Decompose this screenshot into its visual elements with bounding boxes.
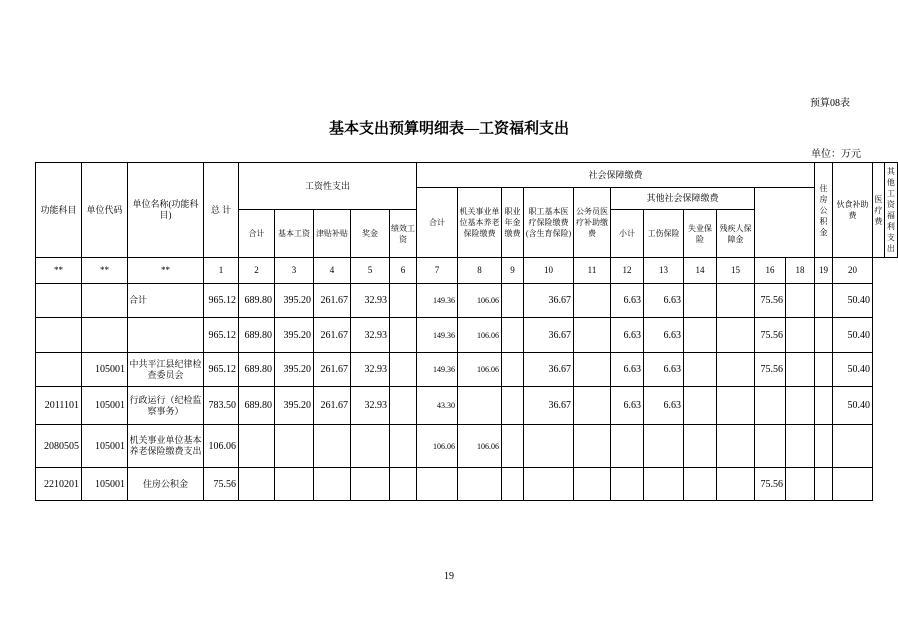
header-social-subtotal: 合计 xyxy=(417,188,458,258)
index-cell: 1 xyxy=(204,258,239,284)
cell-disabled xyxy=(717,318,755,353)
cell-injury xyxy=(644,425,684,468)
cell-disabled xyxy=(717,468,755,501)
cell-annuity xyxy=(502,284,524,318)
header-medical-fee: 医疗费 xyxy=(873,163,885,258)
cell-func: 2080505 xyxy=(36,425,82,468)
cell-unemployment xyxy=(684,387,717,425)
cell-meal xyxy=(786,425,815,468)
cell-medical-fee xyxy=(815,318,833,353)
cell-medical-fee xyxy=(815,353,833,387)
header-housing-fund: 住房公积金 xyxy=(815,163,833,258)
cell-code: 105001 xyxy=(82,387,128,425)
header-bonus: 奖金 xyxy=(351,210,390,258)
cell-pension: 106.06 xyxy=(458,284,502,318)
cell-total: 965.12 xyxy=(204,318,239,353)
cell-allowance xyxy=(314,425,351,468)
cell-unemployment xyxy=(684,468,717,501)
cell-performance xyxy=(390,318,417,353)
cell-unemployment xyxy=(684,353,717,387)
cell-injury: 6.63 xyxy=(644,353,684,387)
cell-name: 合计 xyxy=(128,284,204,318)
cell-func xyxy=(36,284,82,318)
cell-social-subtotal: 149.36 xyxy=(417,284,458,318)
index-row xyxy=(36,258,898,284)
cell-other-subtotal: 6.63 xyxy=(611,284,644,318)
cell-disabled xyxy=(717,353,755,387)
cell-allowance: 261.67 xyxy=(314,284,351,318)
header-basic-wage: 基本工资 xyxy=(275,210,314,258)
cell-other-subtotal xyxy=(611,425,644,468)
cell-annuity xyxy=(502,387,524,425)
header-pension: 机关事业单位基本养老保险缴费 xyxy=(458,188,502,258)
cell-civil-medical xyxy=(574,353,611,387)
index-cell: 18 xyxy=(786,258,815,284)
cell-injury: 6.63 xyxy=(644,318,684,353)
cell-disabled xyxy=(717,284,755,318)
cell-total: 965.12 xyxy=(204,284,239,318)
cell-performance xyxy=(390,387,417,425)
cell-basic-wage xyxy=(275,468,314,501)
table-row xyxy=(36,468,898,501)
unit-label: 单位：万元 xyxy=(811,149,861,160)
cell-social-subtotal: 149.36 xyxy=(417,353,458,387)
cell-unemployment xyxy=(684,425,717,468)
cell-social-subtotal: 106.06 xyxy=(417,425,458,468)
cell-performance xyxy=(390,468,417,501)
cell-other-welfare: 50.40 xyxy=(833,284,873,318)
cell-performance xyxy=(390,284,417,318)
cell-medical-fee xyxy=(815,425,833,468)
header-social-group: 社会保障缴费 xyxy=(417,163,815,188)
cell-allowance: 261.67 xyxy=(314,353,351,387)
cell-total: 106.06 xyxy=(204,425,239,468)
cell-basic-wage: 395.20 xyxy=(275,387,314,425)
cell-civil-medical xyxy=(574,425,611,468)
cell-other-welfare: 50.40 xyxy=(833,353,873,387)
cell-code xyxy=(82,284,128,318)
cell-wage-subtotal: 689.80 xyxy=(239,353,275,387)
cell-annuity xyxy=(502,318,524,353)
cell-meal xyxy=(786,387,815,425)
cell-other-subtotal: 6.63 xyxy=(611,318,644,353)
cell-func xyxy=(36,318,82,353)
cell-injury: 6.63 xyxy=(644,387,684,425)
header-wage-subtotal: 合计 xyxy=(239,210,275,258)
header-other-social-group: 其他社会保障缴费 xyxy=(611,188,755,210)
cell-civil-medical xyxy=(574,387,611,425)
index-cell: 13 xyxy=(644,258,684,284)
cell-code: 105001 xyxy=(82,425,128,468)
cell-housing-fund: 75.56 xyxy=(755,318,786,353)
cell-social-subtotal xyxy=(417,468,458,501)
cell-wage-subtotal: 689.80 xyxy=(239,318,275,353)
cell-other-welfare: 50.40 xyxy=(833,318,873,353)
cell-total: 75.56 xyxy=(204,468,239,501)
cell-name: 住房公积金 xyxy=(128,468,204,501)
cell-other-welfare xyxy=(833,468,873,501)
cell-allowance: 261.67 xyxy=(314,318,351,353)
cell-bonus xyxy=(351,425,390,468)
cell-injury xyxy=(644,468,684,501)
page-number: 19 xyxy=(444,571,454,582)
index-cell: 7 xyxy=(417,258,458,284)
index-cell: 10 xyxy=(524,258,574,284)
index-cell: 11 xyxy=(574,258,611,284)
cell-other-subtotal: 6.63 xyxy=(611,387,644,425)
cell-disabled xyxy=(717,425,755,468)
cell-civil-medical xyxy=(574,284,611,318)
cell-basic-wage xyxy=(275,425,314,468)
cell-name xyxy=(128,318,204,353)
cell-wage-subtotal xyxy=(239,425,275,468)
cell-meal xyxy=(786,353,815,387)
cell-medical xyxy=(524,468,574,501)
cell-func: 2210201 xyxy=(36,468,82,501)
cell-basic-wage: 395.20 xyxy=(275,318,314,353)
cell-other-subtotal xyxy=(611,468,644,501)
cell-medical-fee xyxy=(815,468,833,501)
cell-housing-fund xyxy=(755,387,786,425)
cell-bonus: 32.93 xyxy=(351,387,390,425)
cell-bonus: 32.93 xyxy=(351,353,390,387)
cell-code: 105001 xyxy=(82,353,128,387)
cell-meal xyxy=(786,468,815,501)
index-cell: 6 xyxy=(390,258,417,284)
header-allowance: 津贴补贴 xyxy=(314,210,351,258)
header-disabled: 残疾人保障金 xyxy=(717,210,755,258)
header-civil-medical: 公务员医疗补助缴费 xyxy=(574,188,611,258)
cell-housing-fund: 75.56 xyxy=(755,468,786,501)
cell-name: 中共平江县纪律检查委员会 xyxy=(128,353,204,387)
index-cell: 14 xyxy=(684,258,717,284)
cell-unemployment xyxy=(684,318,717,353)
index-cell: 4 xyxy=(314,258,351,284)
index-cell: 8 xyxy=(458,258,502,284)
index-cell: 19 xyxy=(815,258,833,284)
cell-code xyxy=(82,318,128,353)
cell-total: 965.12 xyxy=(204,353,239,387)
cell-other-welfare xyxy=(833,425,873,468)
cell-disabled xyxy=(717,387,755,425)
cell-annuity xyxy=(502,353,524,387)
cell-pension: 106.06 xyxy=(458,318,502,353)
cell-housing-fund: 75.56 xyxy=(755,353,786,387)
cell-pension: 106.06 xyxy=(458,425,502,468)
header-other-subtotal: 小计 xyxy=(611,210,644,258)
cell-meal xyxy=(786,318,815,353)
header-other-welfare: 其他工资福利支出 xyxy=(884,163,897,258)
cell-wage-subtotal: 689.80 xyxy=(239,284,275,318)
cell-name: 机关事业单位基本养老保险缴费支出 xyxy=(128,425,204,468)
cell-injury: 6.63 xyxy=(644,284,684,318)
cell-medical-fee xyxy=(815,387,833,425)
table-row xyxy=(36,387,898,425)
header-performance: 绩效工资 xyxy=(390,210,417,258)
cell-meal xyxy=(786,284,815,318)
cell-performance xyxy=(390,353,417,387)
cell-wage-subtotal xyxy=(239,468,275,501)
header-wage-group: 工资性支出 xyxy=(239,163,417,210)
header-unemployment: 失业保险 xyxy=(684,210,717,258)
cell-other-welfare: 50.40 xyxy=(833,387,873,425)
budget-table xyxy=(35,162,898,501)
index-cell: 15 xyxy=(717,258,755,284)
form-number: 预算08表 xyxy=(810,98,850,109)
cell-housing-fund xyxy=(755,425,786,468)
cell-bonus: 32.93 xyxy=(351,284,390,318)
cell-medical-fee xyxy=(815,284,833,318)
cell-func: 2011101 xyxy=(36,387,82,425)
cell-civil-medical xyxy=(574,318,611,353)
cell-allowance xyxy=(314,468,351,501)
cell-social-subtotal: 149.36 xyxy=(417,318,458,353)
header-unit-code: 单位代码 xyxy=(82,163,128,258)
cell-bonus xyxy=(351,468,390,501)
cell-civil-medical xyxy=(574,468,611,501)
index-cell: 12 xyxy=(611,258,644,284)
cell-medical xyxy=(524,425,574,468)
table-row xyxy=(36,284,898,318)
index-cell: ** xyxy=(36,258,82,284)
cell-social-subtotal: 43.30 xyxy=(417,387,458,425)
header-unit-name: 单位名称(功能科目) xyxy=(128,163,204,258)
table-row xyxy=(36,318,898,353)
cell-bonus: 32.93 xyxy=(351,318,390,353)
header-annuity: 职业年金缴费 xyxy=(502,188,524,258)
cell-performance xyxy=(390,425,417,468)
cell-pension xyxy=(458,468,502,501)
index-cell: 2 xyxy=(239,258,275,284)
cell-housing-fund: 75.56 xyxy=(755,284,786,318)
cell-pension xyxy=(458,387,502,425)
index-cell: ** xyxy=(128,258,204,284)
cell-total: 783.50 xyxy=(204,387,239,425)
header-meal: 伙食补助费 xyxy=(833,163,873,258)
index-cell: 20 xyxy=(833,258,873,284)
table-row xyxy=(36,353,898,387)
cell-annuity xyxy=(502,425,524,468)
index-cell: ** xyxy=(82,258,128,284)
cell-basic-wage: 395.20 xyxy=(275,284,314,318)
cell-unemployment xyxy=(684,284,717,318)
index-cell: 9 xyxy=(502,258,524,284)
cell-medical: 36.67 xyxy=(524,284,574,318)
cell-medical: 36.67 xyxy=(524,318,574,353)
cell-basic-wage: 395.20 xyxy=(275,353,314,387)
index-cell: 16 xyxy=(755,258,786,284)
cell-annuity xyxy=(502,468,524,501)
index-cell: 5 xyxy=(351,258,390,284)
header-func-subject: 功能科目 xyxy=(36,163,82,258)
cell-allowance: 261.67 xyxy=(314,387,351,425)
cell-medical: 36.67 xyxy=(524,353,574,387)
cell-medical: 36.67 xyxy=(524,387,574,425)
cell-wage-subtotal: 689.80 xyxy=(239,387,275,425)
header-total: 总 计 xyxy=(204,163,239,258)
cell-func xyxy=(36,353,82,387)
cell-code: 105001 xyxy=(82,468,128,501)
cell-name: 行政运行（纪检监察事务） xyxy=(128,387,204,425)
header-medical: 职工基本医疗保险缴费(含生育保险) xyxy=(524,188,574,258)
header-injury: 工伤保险 xyxy=(644,210,684,258)
cell-other-subtotal: 6.63 xyxy=(611,353,644,387)
table-row xyxy=(36,425,898,468)
index-cell: 3 xyxy=(275,258,314,284)
page-title: 基本支出预算明细表—工资福利支出 xyxy=(328,121,569,137)
cell-pension: 106.06 xyxy=(458,353,502,387)
